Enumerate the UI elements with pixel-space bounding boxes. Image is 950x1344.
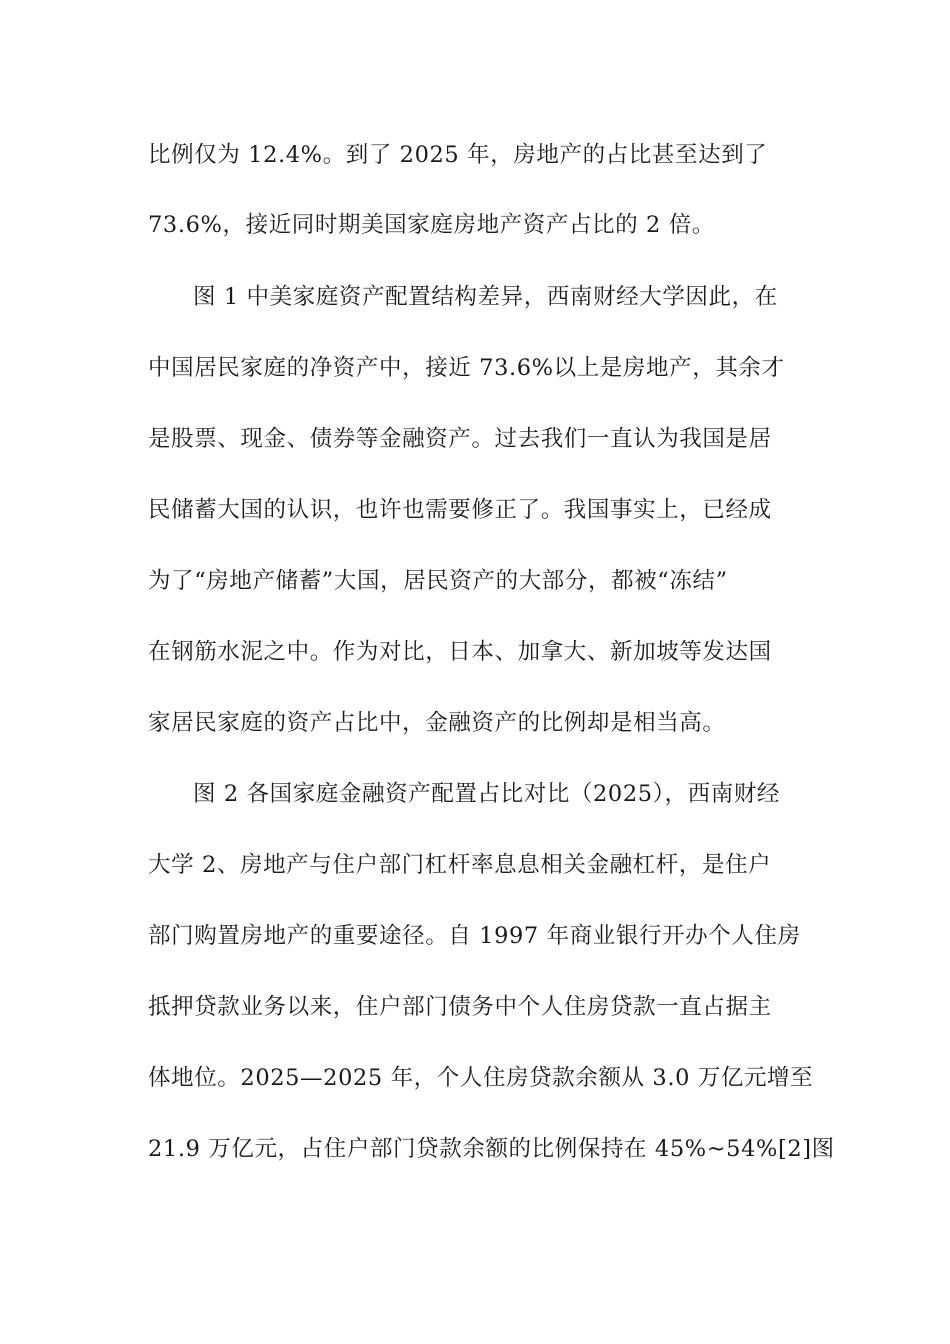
text-line-14: 体地位。2025—2025 年，个人住房贷款余额从 3.0 万亿元增至	[148, 1065, 814, 1091]
text-line-7: 为了“房地产储蓄”大国，居民资产的大部分，都被“冻结”	[148, 568, 728, 594]
text-line-10: 图 2 各国家庭金融资产配置占比对比（2025），西南财经	[193, 781, 781, 807]
text-line-1: 比例仅为 12.4%。到了 2025 年，房地产的占比甚至达到了	[148, 142, 768, 168]
text-line-13: 抵押贷款业务以来，住户部门债务中个人住房贷款一直占据主	[148, 994, 772, 1020]
text-line-6: 民储蓄大国的认识，也许也需要修正了。我国事实上，已经成	[148, 497, 772, 523]
text-line-11: 大学 2、房地产与住户部门杠杆率息息相关金融杠杆，是住户	[148, 852, 772, 878]
text-line-8: 在钢筋水泥之中。作为对比，日本、加拿大、新加坡等发达国	[148, 639, 772, 665]
text-line-12: 部门购置房地产的重要途径。自 1997 年商业银行开办个人住房	[148, 923, 801, 949]
text-line-15: 21.9 万亿元，占住户部门贷款余额的比例保持在 45%~54%[2]图	[148, 1136, 835, 1162]
text-line-3: 图 1 中美家庭资产配置结构差异，西南财经大学因此，在	[193, 284, 778, 310]
text-line-5: 是股票、现金、债券等金融资产。过去我们一直认为我国是居	[148, 426, 772, 452]
text-line-9: 家居民家庭的资产占比中，金融资产的比例却是相当高。	[148, 710, 726, 736]
text-line-2: 73.6%，接近同时期美国家庭房地产资产占比的 2 倍。	[148, 212, 715, 238]
text-line-4: 中国居民家庭的净资产中，接近 73.6%以上是房地产，其余才	[148, 355, 785, 381]
